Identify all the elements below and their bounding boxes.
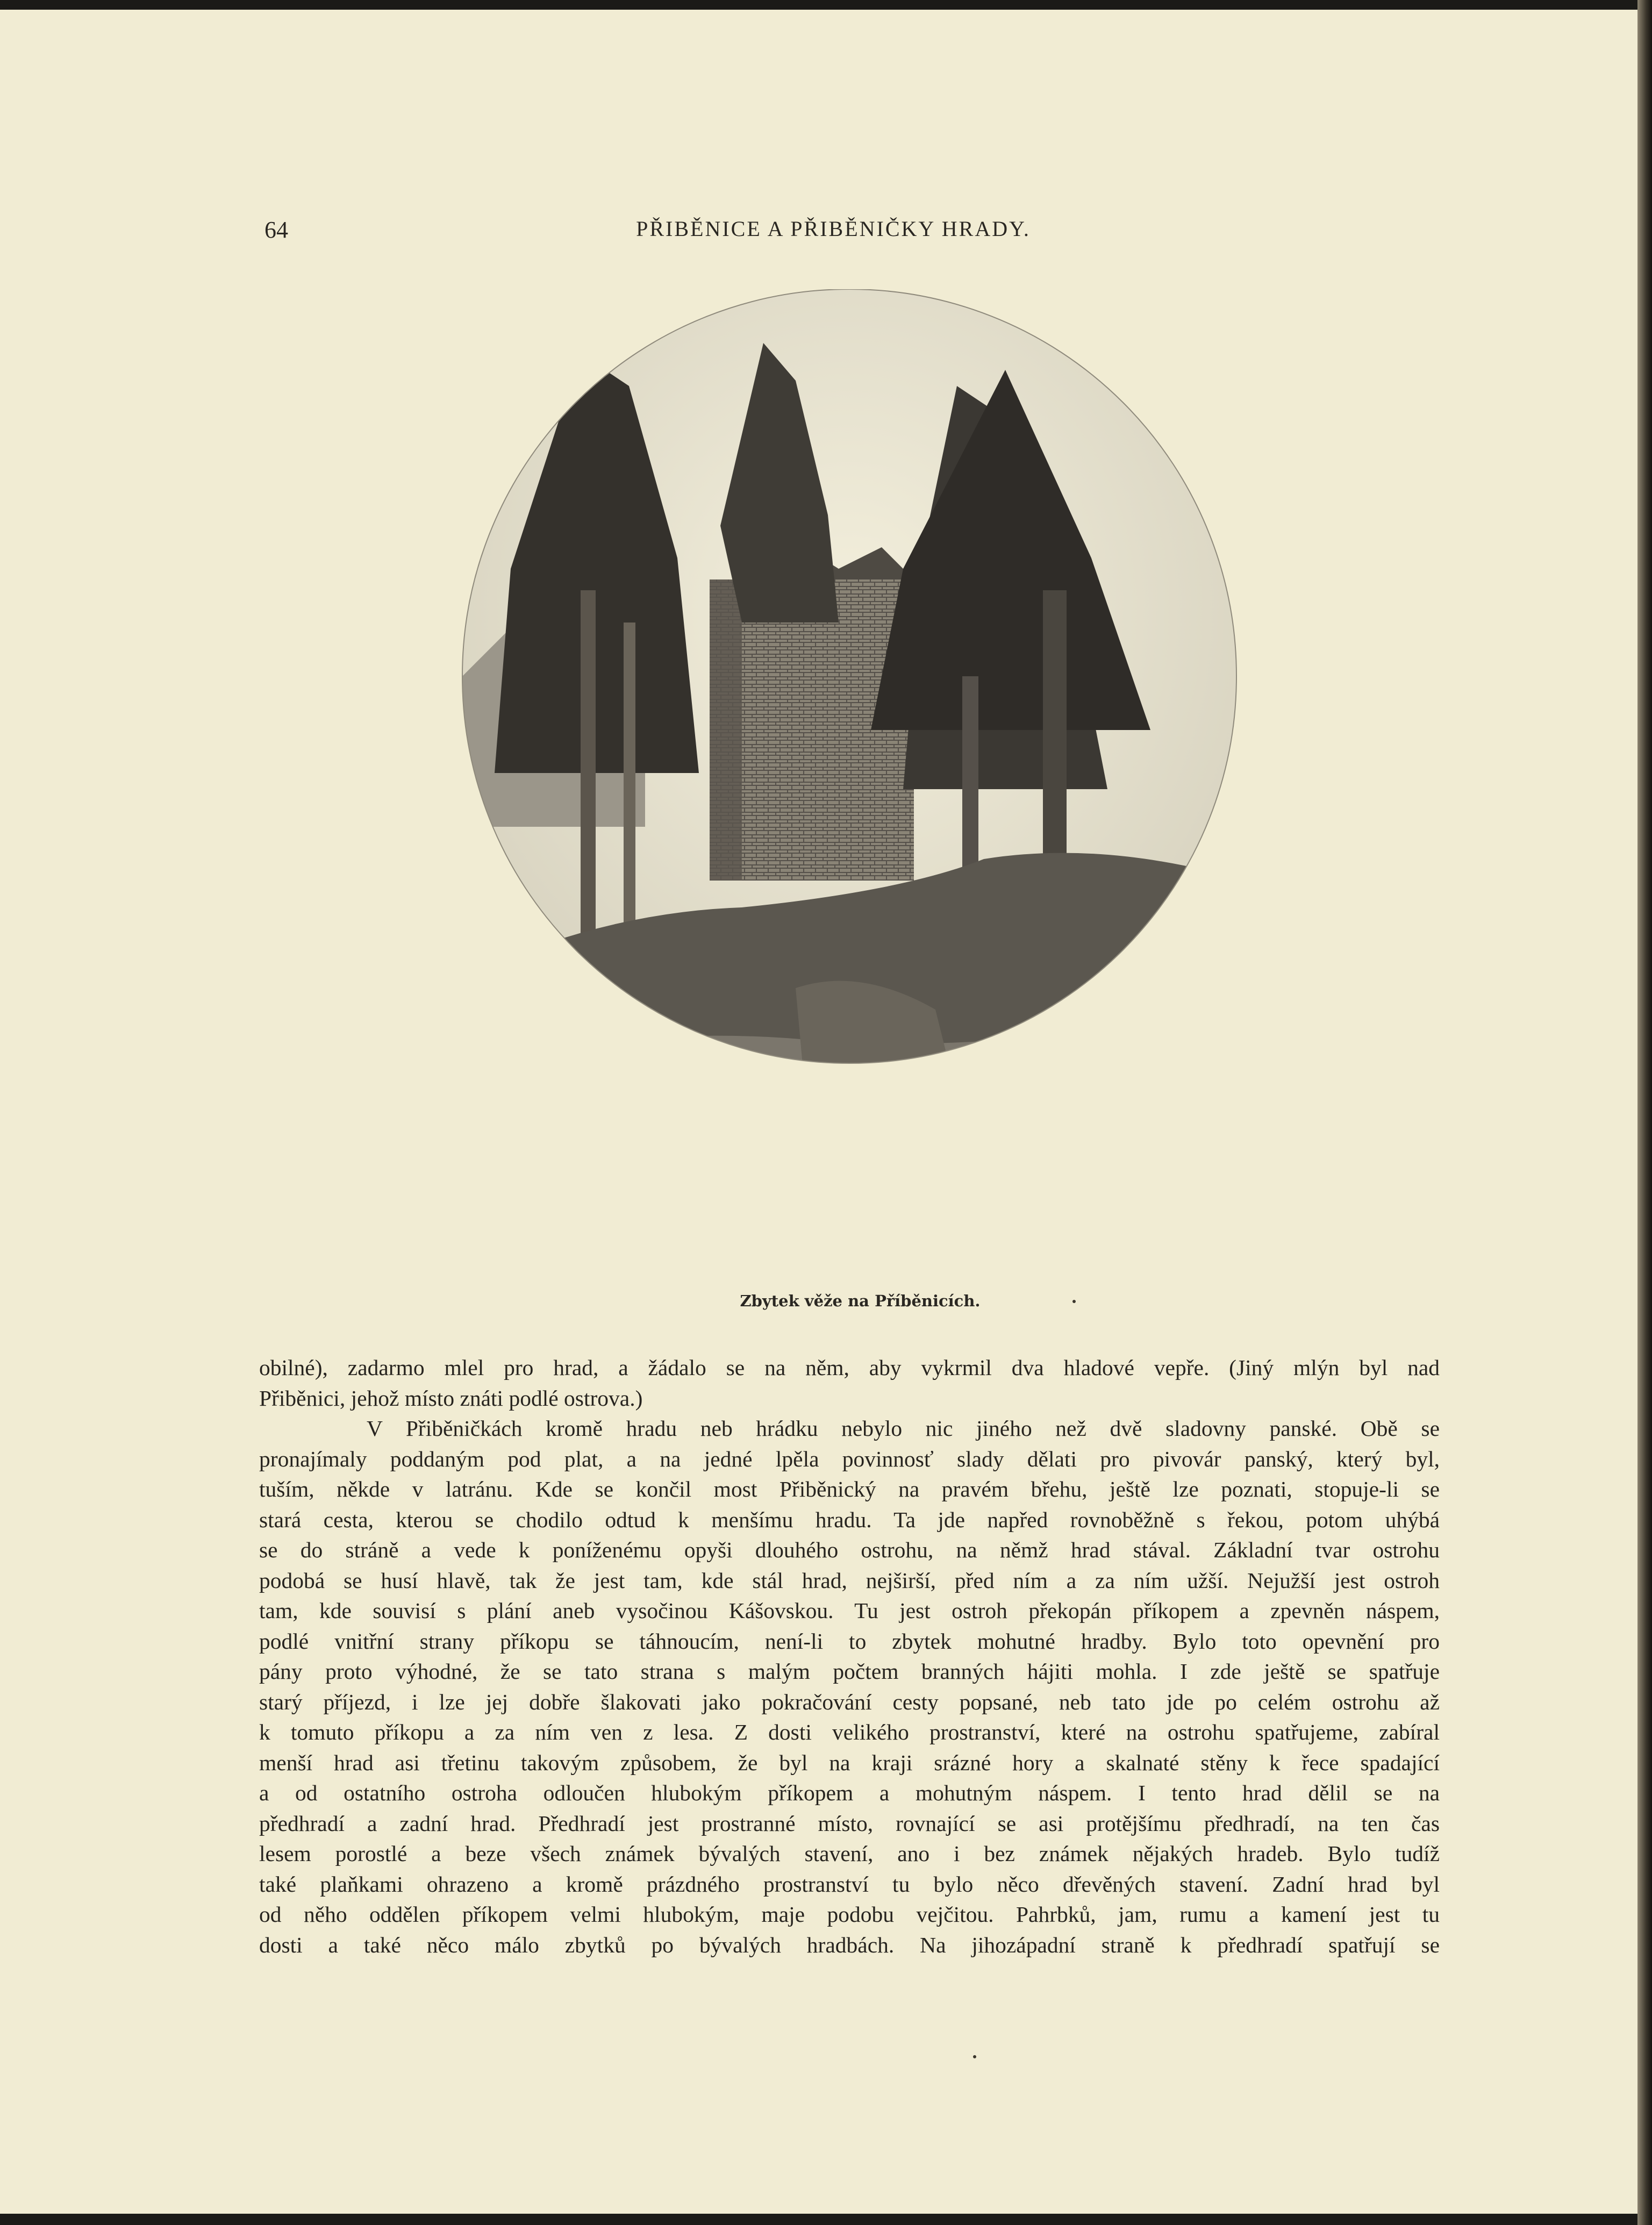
text-line: Přiběnici, jehož místo znáti podlé ostrova.) bbox=[259, 1385, 643, 1411]
text-line: lesem porostlé a beze všech známek bývalých stavení, ano i bez známek nějakých hradeb. Bylo tudíž bbox=[259, 1841, 1440, 1866]
text-line: tuším, někde v latránu. Kde se končil most Přiběnický na pravém břehu, ještě lze poznati, stopuje-li se bbox=[259, 1477, 1440, 1501]
text-line: k tomuto příkopu a za ním ven z lesa. Z dosti velikého prostranství, které na ostrohu spatřujeme, zabíral bbox=[259, 1720, 1440, 1744]
book-page bbox=[0, 10, 1637, 2214]
text-line: dosti a také něco málo zbytků po bývalých hradbách. Na jihozápadní straně k předhradí spatřují se bbox=[259, 1932, 1440, 1957]
text-line: podobá se husí hlavě, tak že jest tam, kde stál hrad, nejširší, před ním a za ním užší. Nejužší jest ostroh bbox=[259, 1568, 1440, 1593]
text-line: starý příjezd, i lze jej dobře šlakovati jako pokračování cesty popsané, neb tato jde po celém ostrohu až bbox=[259, 1689, 1440, 1714]
ink-speck bbox=[973, 2055, 976, 2058]
text-line: menší hrad asi třetinu takovým způsobem, že byl na kraji srázné hory a skalnaté stěny k řece spadající bbox=[259, 1750, 1440, 1775]
text-line: od něho oddělen příkopem velmi hlubokým, maje podobu vejčitou. Pahrbků, jam, rumu a kamení jest tu bbox=[259, 1902, 1440, 1927]
running-title: PŘIBĚNICE A PŘIBĚNIČKY HRADY. bbox=[636, 217, 1031, 241]
text-line: předhradí a zadní hrad. Předhradí jest prostranné místo, rovnající se asi protějšímu předhradí, na ten čas bbox=[259, 1811, 1440, 1836]
text-line: pronajímaly poddaným pod plat, a na jedné lpěla povinnosť slady dělati pro pivovár panský, který byl, bbox=[259, 1446, 1440, 1471]
text-line: obilné), zadarmo mlel pro hrad, a žádalo se na něm, aby vykrmil dva hladové vepře. (Jiný mlýn byl nad bbox=[259, 1355, 1440, 1380]
body-text bbox=[259, 1353, 1440, 1960]
ink-speck bbox=[1072, 1300, 1076, 1303]
text-line: podlé vnitřní strany příkopu se táhnoucím, není-li to zbytek mohutné hradby. Bylo toto opevnění pro bbox=[259, 1628, 1440, 1654]
tower-ruin-illustration bbox=[419, 289, 1279, 1214]
book-spine-edge bbox=[1637, 0, 1652, 2225]
text-line: a od ostatního ostroha odloučen hlubokým příkopem a mohutným náspem. I tento hrad dělil se na bbox=[259, 1780, 1440, 1805]
text-line: se do stráně a vede k poníženému opyši dlouhého ostrohu, na němž hrad stával. Základní tvar ostrohu bbox=[259, 1537, 1440, 1562]
text-line: pány proto výhodné, že se tato strana s malým počtem branných hájiti mohla. I zde ještě se spatřuje bbox=[259, 1659, 1440, 1684]
text-line: V Přiběničkách kromě hradu neb hrádku nebylo nic jiného než dvě sladovny panské. Obě se bbox=[367, 1416, 1440, 1441]
text-line: také plaňkami ohrazeno a kromě prázdného prostranství tu bylo něco dřevěných stavení. Zadní hrad byl bbox=[259, 1871, 1440, 1897]
text-line: tam, kde souvisí s plání aneb vysočinou Kášovskou. Tu jest ostroh překopán příkopem a zpevněn náspem, bbox=[259, 1598, 1440, 1623]
text-line: stará cesta, kterou se chodilo odtud k menšímu hradu. Ta jde napřed rovnoběžně s řekou, potom uhýbá bbox=[259, 1507, 1440, 1532]
page-number: 64 bbox=[264, 217, 288, 243]
figure-caption: Zbytek věže na Příběnicích. bbox=[740, 1292, 981, 1310]
